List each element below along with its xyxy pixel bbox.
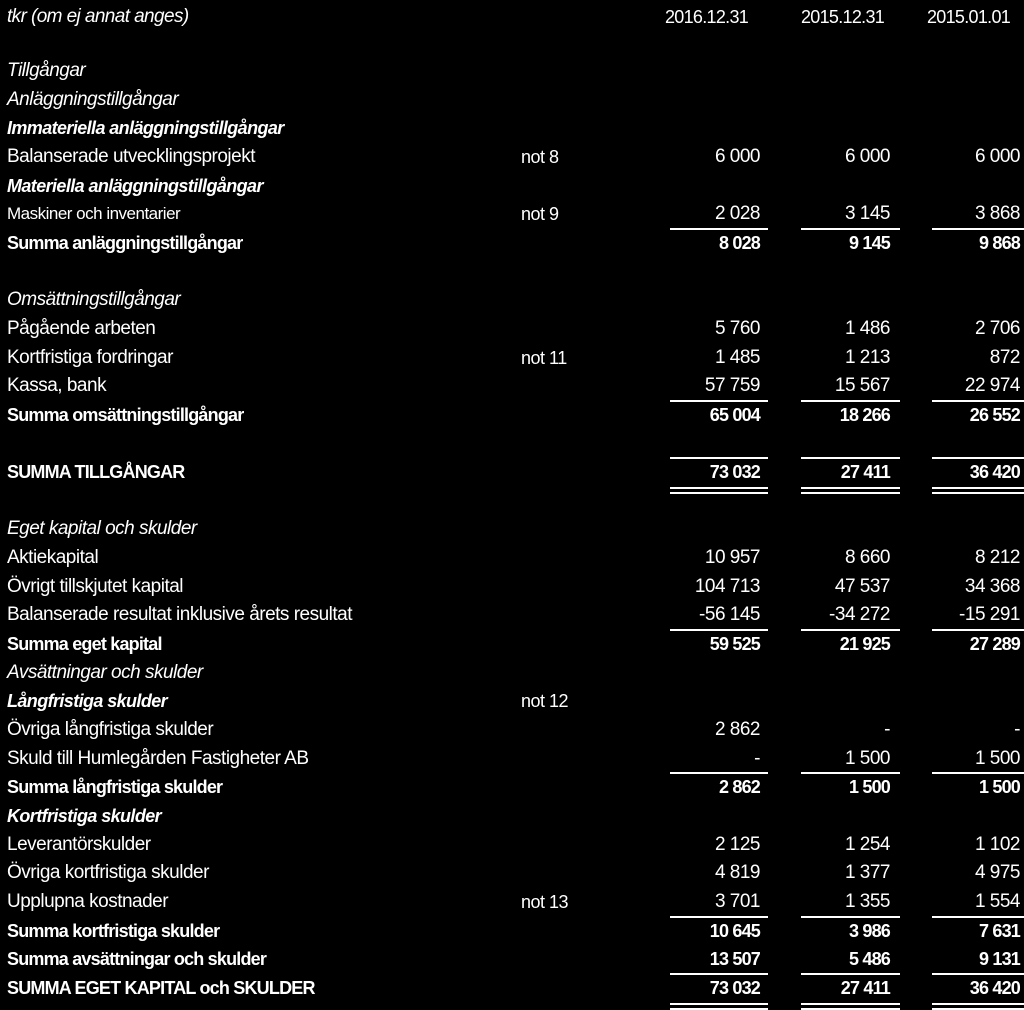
sum-rule <box>932 629 1024 631</box>
header-date-2015-12-31: 2015.12.31 <box>801 7 885 27</box>
value-2015: 8 660 <box>844 547 890 568</box>
value-2016: 10 645 <box>709 920 760 941</box>
value-2016: 59 525 <box>709 634 760 654</box>
note-reference: not 9 <box>521 204 559 225</box>
value-2015: 1 213 <box>844 346 890 368</box>
value-2016: 73 032 <box>709 977 760 998</box>
sum-rule <box>670 772 768 774</box>
table-row <box>0 229 1024 257</box>
row-label: Kortfristiga skulder <box>7 805 162 826</box>
sum-rule <box>670 629 768 631</box>
value-2015-01: 22 974 <box>964 375 1020 397</box>
value-2016: 2 862 <box>718 777 760 798</box>
table-row <box>0 773 1024 801</box>
table-row <box>0 888 1024 916</box>
table-row <box>0 487 1024 515</box>
value-2016: - <box>754 747 760 769</box>
value-2015-01: 1 500 <box>978 777 1020 798</box>
row-label: Balanserade utvecklingsprojekt <box>7 145 255 167</box>
value-2015-01: 7 631 <box>978 920 1020 941</box>
sum-rule <box>670 457 768 459</box>
value-2015: 1 500 <box>844 747 890 769</box>
sum-rule <box>801 916 900 918</box>
row-label: SUMMA EGET KAPITAL och SKULDER <box>7 977 315 998</box>
value-2016: 4 819 <box>714 862 760 884</box>
sum-rule <box>932 772 1024 774</box>
value-2015: 1 500 <box>848 777 890 798</box>
sum-rule <box>670 228 768 230</box>
value-2016: 3 701 <box>714 890 760 912</box>
value-2016: 1 485 <box>714 346 760 368</box>
table-row <box>0 802 1024 830</box>
table-row <box>0 286 1024 314</box>
sum-rule <box>801 973 900 975</box>
table-row <box>0 515 1024 543</box>
value-2015-01: 27 289 <box>969 634 1020 654</box>
sum-rule <box>801 772 900 774</box>
table-row <box>0 86 1024 114</box>
sum-rule <box>670 916 768 918</box>
value-2015: 1 254 <box>844 833 890 855</box>
value-2015-01: -15 291 <box>959 604 1020 626</box>
value-2015: 6 000 <box>844 145 890 167</box>
row-label: Summa kortfristiga skulder <box>7 920 220 941</box>
table-row <box>0 544 1024 572</box>
value-2016: 2 125 <box>714 833 760 855</box>
value-2016: 2 862 <box>714 718 760 740</box>
note-reference: not 11 <box>521 347 567 368</box>
table-row <box>0 372 1024 400</box>
value-2016: 104 713 <box>694 575 760 597</box>
value-2015: 3 145 <box>844 203 890 225</box>
row-label: Maskiner och inventarier <box>7 204 181 224</box>
table-row <box>0 687 1024 715</box>
value-2015: 1 486 <box>844 317 890 339</box>
table-row <box>0 659 1024 687</box>
table-row <box>0 917 1024 945</box>
table-row <box>0 114 1024 142</box>
value-2015-01: 872 <box>989 346 1020 368</box>
row-label: Övriga långfristiga skulder <box>7 718 214 740</box>
value-2015: 27 411 <box>840 462 890 483</box>
table-row <box>0 745 1024 773</box>
value-2015: 3 986 <box>848 920 890 941</box>
row-label: Summa anläggningstillgångar <box>7 232 243 253</box>
table-row <box>0 601 1024 629</box>
row-label: Tillgångar <box>7 60 86 81</box>
table-row <box>0 315 1024 343</box>
value-2016: 73 032 <box>709 462 760 483</box>
table-row <box>0 401 1024 429</box>
sum-rule <box>932 228 1024 230</box>
table-row <box>0 831 1024 859</box>
note-reference: not 12 <box>521 691 569 712</box>
header-date-2016-12-31: 2016.12.31 <box>665 7 749 27</box>
row-label: Eget kapital och skulder <box>7 518 197 540</box>
row-label: Pågående arbeten <box>7 317 156 339</box>
table-row <box>0 143 1024 171</box>
table-row <box>0 172 1024 200</box>
sum-rule <box>932 916 1024 918</box>
sum-rule <box>932 973 1024 975</box>
value-2016: 65 004 <box>709 404 760 425</box>
row-label: Summa eget kapital <box>7 634 162 654</box>
value-2015: 21 925 <box>839 634 890 654</box>
header-date-2015-01-01: 2015.01.01 <box>927 7 1011 27</box>
value-2016: 6 000 <box>714 145 760 167</box>
value-2015: 9 145 <box>848 232 890 253</box>
value-2015: 1 377 <box>844 862 890 884</box>
value-2016: -56 145 <box>699 604 760 626</box>
value-2015: 47 537 <box>834 575 890 597</box>
value-2016: 5 760 <box>714 317 760 339</box>
row-label: Balanserade resultat inklusive årets resultat <box>7 604 353 626</box>
value-2015: 18 266 <box>839 404 890 425</box>
table-row <box>0 945 1024 973</box>
row-label: Upplupna kostnader <box>7 890 169 912</box>
table-row <box>0 630 1024 658</box>
row-label: Anläggningstillgångar <box>7 88 179 110</box>
row-label: Skuld till Humlegården Fastigheter AB <box>7 747 309 769</box>
row-label: Summa långfristiga skulder <box>7 777 223 798</box>
value-2015-01: 3 868 <box>974 203 1020 225</box>
row-label: Kortfristiga fordringar <box>7 346 173 368</box>
value-2015-01: 1 500 <box>974 747 1020 769</box>
value-2015: 27 411 <box>840 977 890 998</box>
row-label: Summa omsättningstillgångar <box>7 404 244 425</box>
value-2015: - <box>884 718 890 740</box>
sum-rule <box>932 457 1024 459</box>
value-2015-01: 9 131 <box>978 949 1020 970</box>
sum-rule <box>801 629 900 631</box>
row-label: Omsättningstillgångar <box>7 289 181 311</box>
table-row <box>0 57 1024 85</box>
row-label: Summa avsättningar och skulder <box>7 949 267 970</box>
value-2016: 13 507 <box>709 949 760 970</box>
row-label: Materiella anläggningstillgångar <box>7 175 263 196</box>
sum-rule <box>670 973 768 975</box>
table-row <box>0 200 1024 228</box>
sum-rule <box>670 400 768 402</box>
sum-rule <box>801 457 900 459</box>
row-label: Avsättningar och skulder <box>7 661 203 683</box>
value-2016: 57 759 <box>704 375 760 397</box>
table-row <box>0 859 1024 887</box>
value-2015-01: - <box>1014 718 1020 740</box>
value-2015-01: 36 420 <box>969 977 1020 998</box>
table-row <box>0 429 1024 457</box>
value-2015-01: 9 868 <box>978 232 1020 253</box>
value-2015-01: 4 975 <box>974 862 1020 884</box>
value-2015-01: 34 368 <box>964 575 1020 597</box>
row-label: SUMMA TILLGÅNGAR <box>7 462 185 483</box>
note-reference: not 13 <box>521 891 569 912</box>
row-label: Övrigt tillskjutet kapital <box>7 575 184 597</box>
table-row <box>0 974 1024 1002</box>
value-2015-01: 2 706 <box>974 317 1020 339</box>
sum-rule <box>932 400 1024 402</box>
sum-rule <box>801 400 900 402</box>
value-2015: 1 355 <box>844 890 890 912</box>
value-2016: 10 957 <box>704 547 760 568</box>
value-2015-01: 6 000 <box>974 145 1020 167</box>
value-2015-01: 8 212 <box>974 547 1020 568</box>
row-label: Leverantörskulder <box>7 833 151 855</box>
value-2016: 2 028 <box>714 203 760 225</box>
row-label: Aktiekapital <box>7 547 99 568</box>
value-2015: 5 486 <box>848 949 890 970</box>
header-unit-label: tkr (om ej annat anges) <box>7 6 189 27</box>
row-label: Kassa, bank <box>7 375 107 397</box>
value-2015-01: 36 420 <box>969 462 1020 483</box>
row-label: Långfristiga skulder <box>7 691 168 712</box>
table-row <box>0 344 1024 372</box>
value-2015-01: 1 102 <box>974 833 1020 855</box>
row-label: Immateriella anläggningstillgångar <box>7 118 284 139</box>
note-reference: not 8 <box>521 146 559 167</box>
value-2015: -34 272 <box>829 604 890 626</box>
value-2015: 15 567 <box>834 375 890 397</box>
value-2016: 8 028 <box>718 232 760 253</box>
row-label: Övriga kortfristiga skulder <box>7 862 209 884</box>
table-row <box>0 458 1024 486</box>
table-row <box>0 258 1024 286</box>
table-row <box>0 716 1024 744</box>
value-2015-01: 26 552 <box>969 404 1020 425</box>
value-2015-01: 1 554 <box>974 890 1020 912</box>
table-row <box>0 573 1024 601</box>
sum-rule <box>801 228 900 230</box>
